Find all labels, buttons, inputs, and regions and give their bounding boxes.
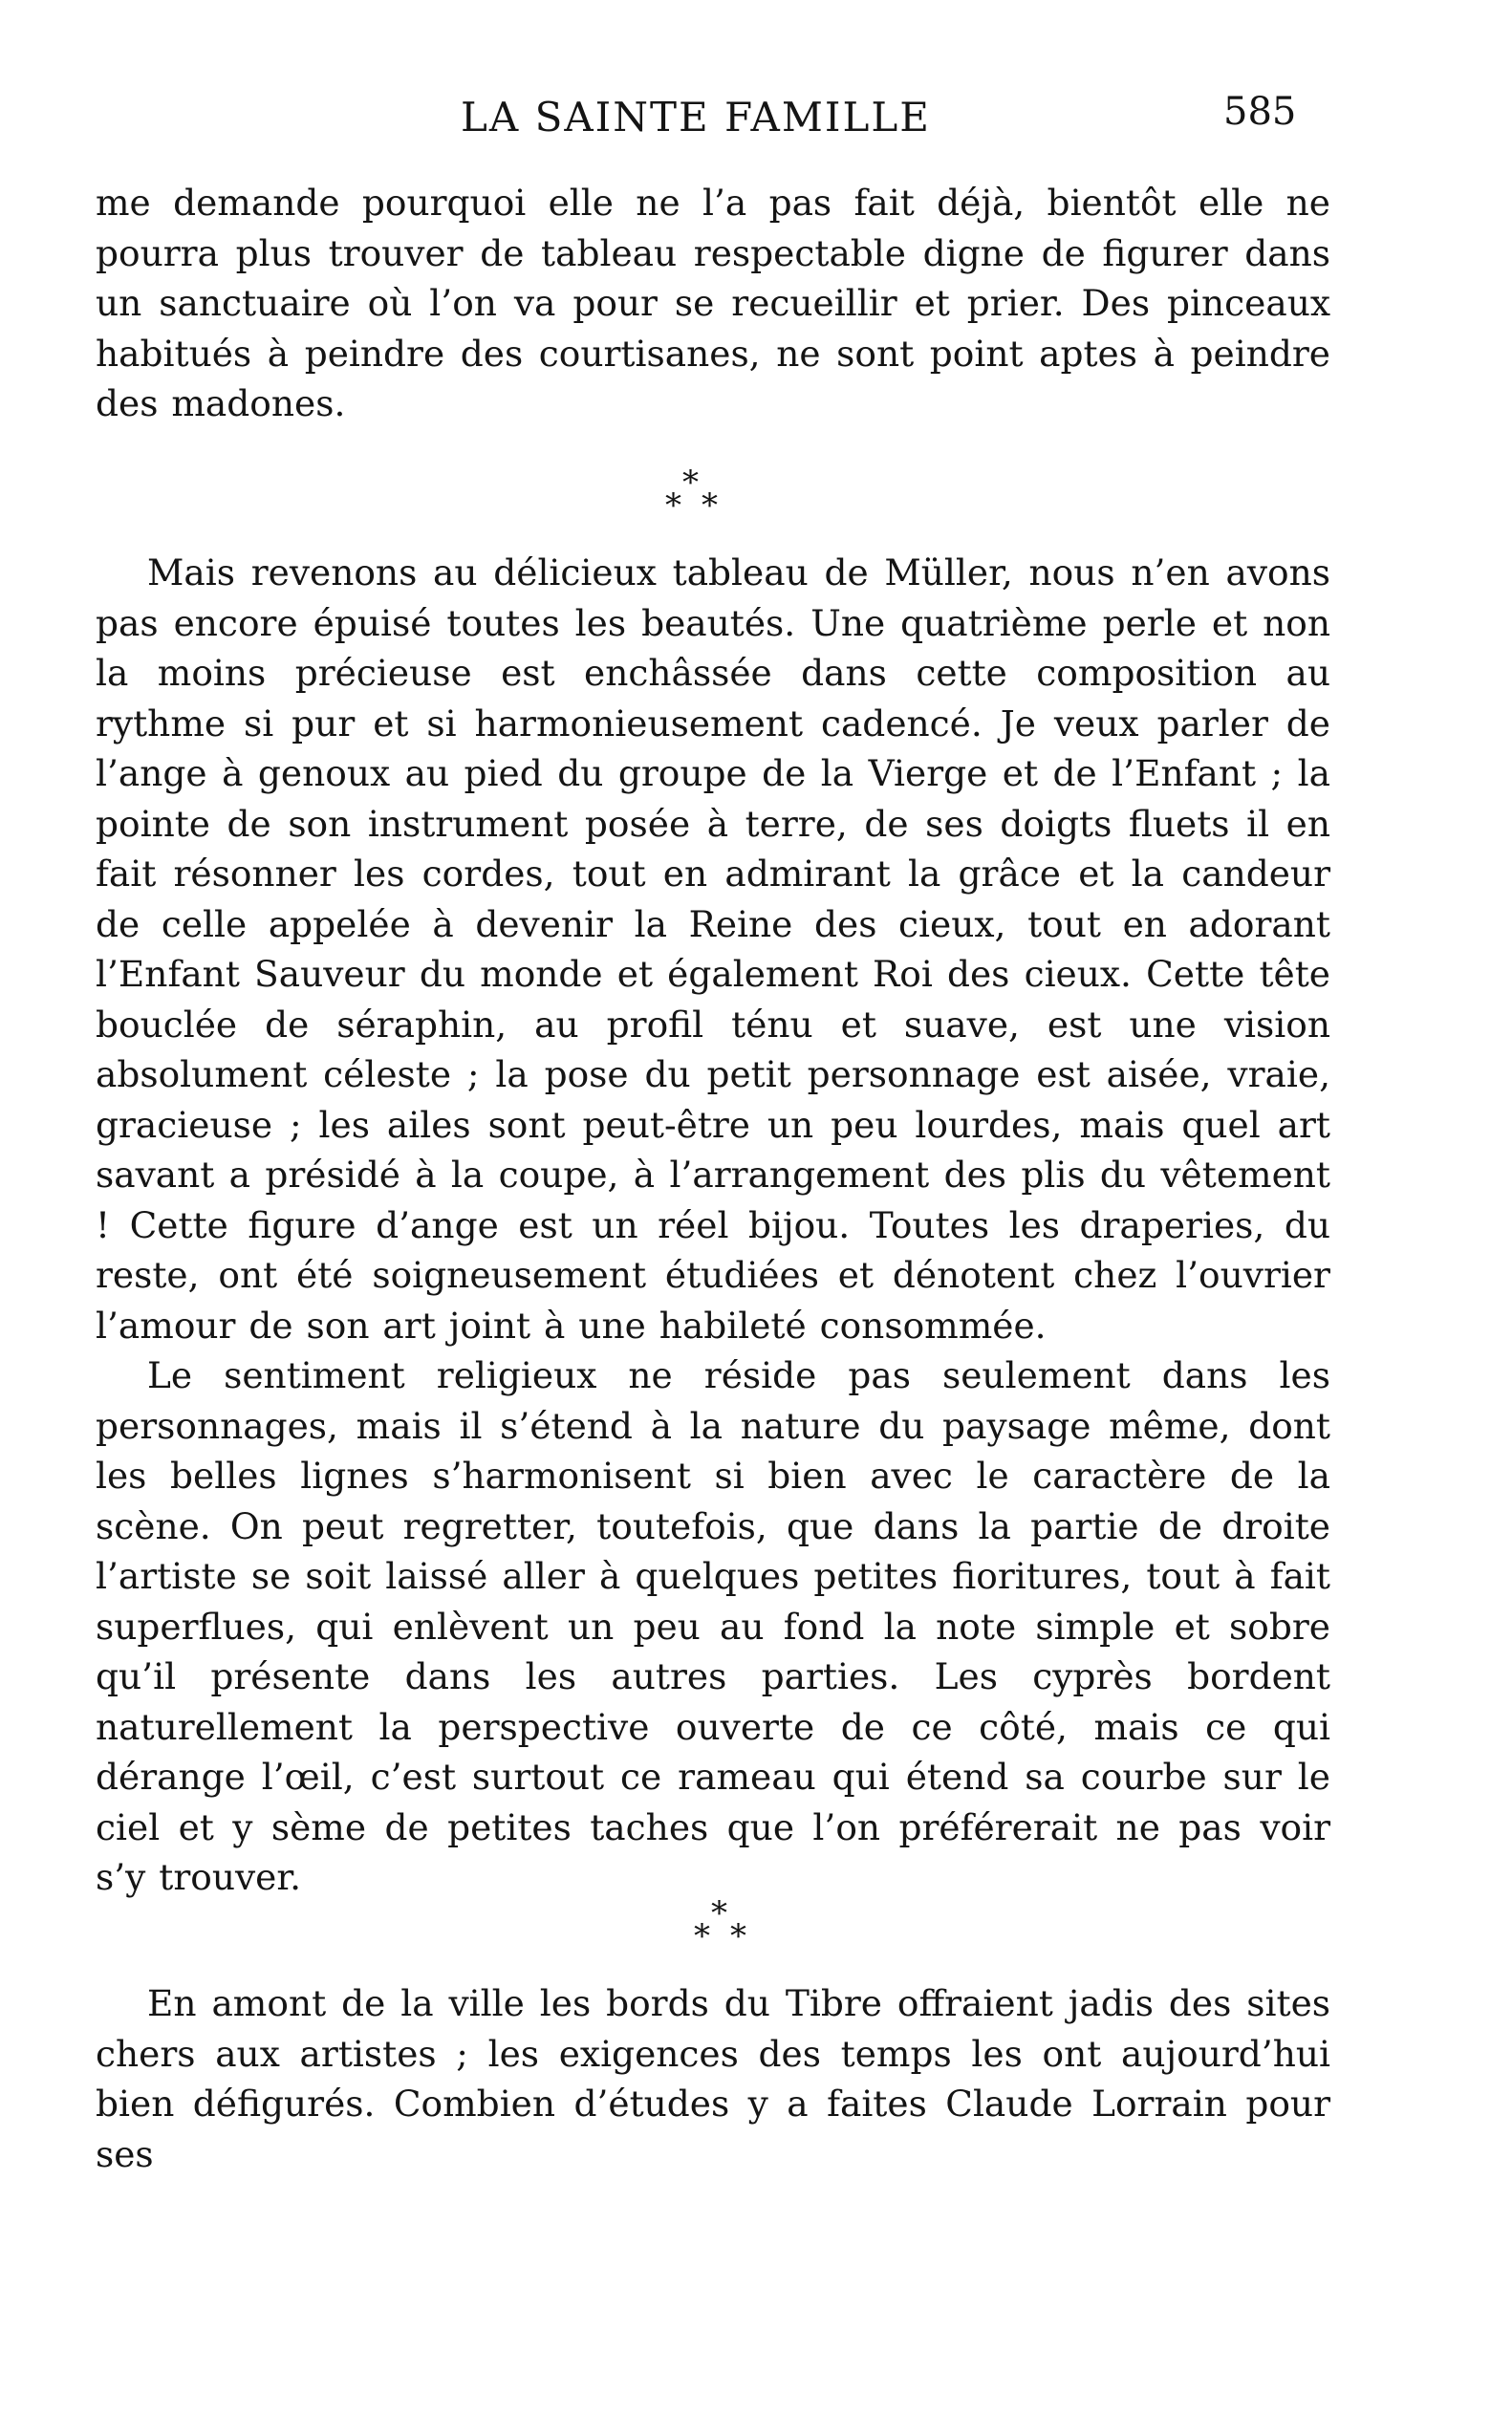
text-block-section-three bbox=[96, 1978, 1330, 2179]
page-number: 585 bbox=[1223, 90, 1297, 134]
asterisk-glyph: * bbox=[711, 1894, 727, 1932]
text-block-section-two bbox=[96, 548, 1330, 1903]
paragraph: me demande pourquoi elle ne l’a pas fait déjà, bientôt elle ne pourra plus trouver de tableau respectable digne de figurer dans un sanctuaire où l’on va pour se recueillir et prier. Des pinceaux habitués à peindre des courtisanes, ne sont point aptes à peindre des madones. bbox=[96, 182, 1330, 424]
section-break-asterism bbox=[686, 1894, 772, 1955]
running-title: LA SAINTE FAMILLE bbox=[461, 94, 931, 140]
paragraph: En amont de la ville les bords du Tibre offraient jadis des sites chers aux artistes ; les exigences des temps les ont aujourd’hui bien défigurés. Combien d’études y a faites Claude Lorrain pour ses bbox=[96, 1982, 1330, 2175]
page-header bbox=[0, 90, 1512, 151]
asterisk-glyph: * bbox=[682, 464, 699, 502]
section-break-asterism bbox=[658, 466, 744, 524]
asterisk-glyph: * bbox=[665, 486, 681, 525]
asterisk-glyph: * bbox=[702, 486, 718, 525]
asterisk-glyph: * bbox=[730, 1917, 746, 1955]
paragraph: Le sentiment religieux ne réside pas seulement dans les personnages, mais il s’étend à la nature du paysage même, dont les belles lignes s’harmonisent si bien avec le caractère de la scène. On peut regretter, toutefois, que dans la partie de droite l’artiste se soit laissé aller à quelques petites fioritures, tout à fait superflues, qui enlèvent un peu au fond la note simple et sobre qu’il présente dans les autres parties. Les cyprès bordent naturellement la perspective ouverte de ce côté, mais ce qui dérange l’œil, c’est surtout ce rameau qui étend sa courbe sur le ciel et y sème de petites taches que l’on préférerait ne pas voir s’y trouver. bbox=[96, 1354, 1330, 1898]
asterisk-glyph: * bbox=[694, 1917, 710, 1955]
text-block-continuation bbox=[96, 178, 1330, 429]
paragraph: Mais revenons au délicieux tableau de Müller, nous n’en avons pas encore épuisé toutes les beautés. Une quatrième perle et non la moins précieuse est enchâssée dans cette composition au rythme si pur et si harmonieusement cadencé. Je veux parler de l’ange à genoux au pied du groupe de la Vierge et de l’Enfant ; la pointe de son instrument posée à terre, de ses doigts fluets il en fait résonner les cordes, tout en admirant la grâce et la candeur de celle appelée à devenir la Reine des cieux, tout en adorant l’Enfant Sauveur du monde et également Roi des cieux. Cette tête bouclée de séraphin, au profil ténu et suave, est une vision absolument céleste ; la pose du petit personnage est aisée, vraie, gracieuse ; les ailes sont peut-être un peu lourdes, mais quel art savant a présidé à la coupe, à l’arrangement des plis du vêtement ! Cette figure d’ange est un réel bijou. Toutes les draperies, du reste, ont été soigneusement étudiées et dénotent chez l’ouvrier l’amour de son art joint à une habileté consommée. bbox=[96, 551, 1330, 1347]
